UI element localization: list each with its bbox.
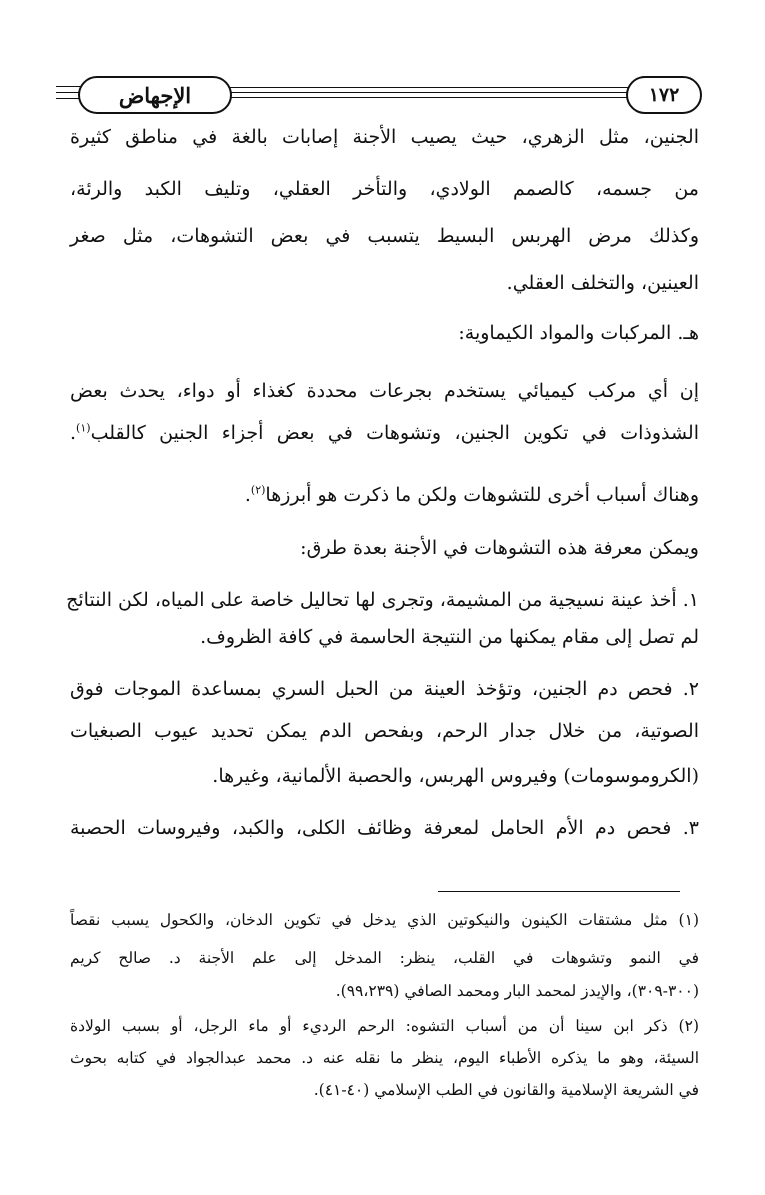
body-line-text: الشذوذات في تكوين الجنين، وتشوهات في بعض أجزاء الجنين كالقلب	[90, 422, 699, 444]
body-line-text: وهناك أسباب أخرى للتشوهات ولكن ما ذكرت هو أبرزها	[265, 484, 699, 506]
footnote-line: (١) مثل مشتقات الكينون والنيكوتين الذي يدخل في تكوين الدخان، والكحول يسبب نقصاً	[70, 911, 699, 929]
body-line: ويمكن معرفة هذه التشوهات في الأجنة بعدة طرق:	[300, 537, 699, 559]
list-item: ١. أخذ عينة نسيجية من المشيمة، وتجرى لها تحاليل خاصة على المياه، لكن النتائج	[66, 589, 699, 611]
header-rule-middle	[226, 87, 636, 88]
footnote-ref: (٢)	[250, 483, 266, 497]
footnote-line: في الشريعة الإسلامية والقانون في الطب الإسلامي (٤٠-٤١).	[313, 1081, 699, 1099]
list-item-continuation: لم تصل إلى مقام يمكنها من النتيجة الحاسمة في كافة الظروف.	[200, 626, 699, 648]
page-number: ١٧٢	[626, 76, 702, 114]
header-rule-middle	[226, 92, 636, 93]
footnote-line: (٣٠٠-٣٠٩)، والإيدز لمحمد البار ومحمد الصافي (٩٩،٢٣٩).	[335, 982, 699, 1000]
line-end: .	[244, 484, 251, 506]
list-item: ٢. فحص دم الجنين، وتؤخذ العينة من الحبل السري بمساعدة الموجات فوق	[70, 678, 699, 700]
body-line	[245, 482, 699, 508]
header-rule-middle	[226, 97, 636, 98]
footnote-line: (٢) ذكر ابن سينا أن من أسباب التشوه: الرحم الرديء أو ماء الرجل، أو بسبب الولادة	[70, 1017, 699, 1035]
body-line	[70, 420, 699, 446]
body-line: إن أي مركب كيميائي يستخدم بجرعات محددة كغذاء أو دواء، يحدث بعض	[70, 380, 699, 402]
body-line: من جسمه، كالصمم الولادي، والتأخر العقلي، وتليف الكبد والرئة،	[70, 178, 699, 200]
footnote-ref: (١)	[76, 421, 91, 435]
list-item-continuation: (الكروموسومات) وفيروس الهربس، والحصبة الألمانية، وغيرها.	[212, 765, 699, 787]
body-line: الجنين، مثل الزهري، حيث يصيب الأجنة إصابات بالغة في مناطق كثيرة	[70, 126, 699, 148]
body-line: وكذلك مرض الهربس البسيط يتسبب في بعض التشوهات، مثل صغر	[70, 225, 699, 247]
section-heading: هـ. المركبات والمواد الكيماوية:	[458, 322, 699, 344]
footnote-separator	[438, 891, 680, 892]
footnote-line: في النمو وتشوهات في القلب، ينظر: المدخل إلى علم الأجنة د. صالح كريم	[70, 949, 699, 967]
line-end: .	[70, 422, 77, 444]
running-header	[56, 70, 706, 122]
list-item: ٣. فحص دم الأم الحامل لمعرفة وظائف الكلى، والكبد، وفيروسات الحصبة	[70, 817, 699, 839]
body-line: العينين، والتخلف العقلي.	[506, 272, 699, 294]
list-item-continuation: الصوتية، من خلال جدار الرحم، وبفحص الدم يمكن تحديد عيوب الصبغيات	[70, 720, 699, 742]
chapter-title: الإجهاض	[78, 76, 232, 114]
footnote-line: السيئة، وهو ما يذكره الأطباء اليوم، ينظر ما نقله عنه د. محمد عبدالجواد في كتابه بحوث	[70, 1049, 699, 1067]
